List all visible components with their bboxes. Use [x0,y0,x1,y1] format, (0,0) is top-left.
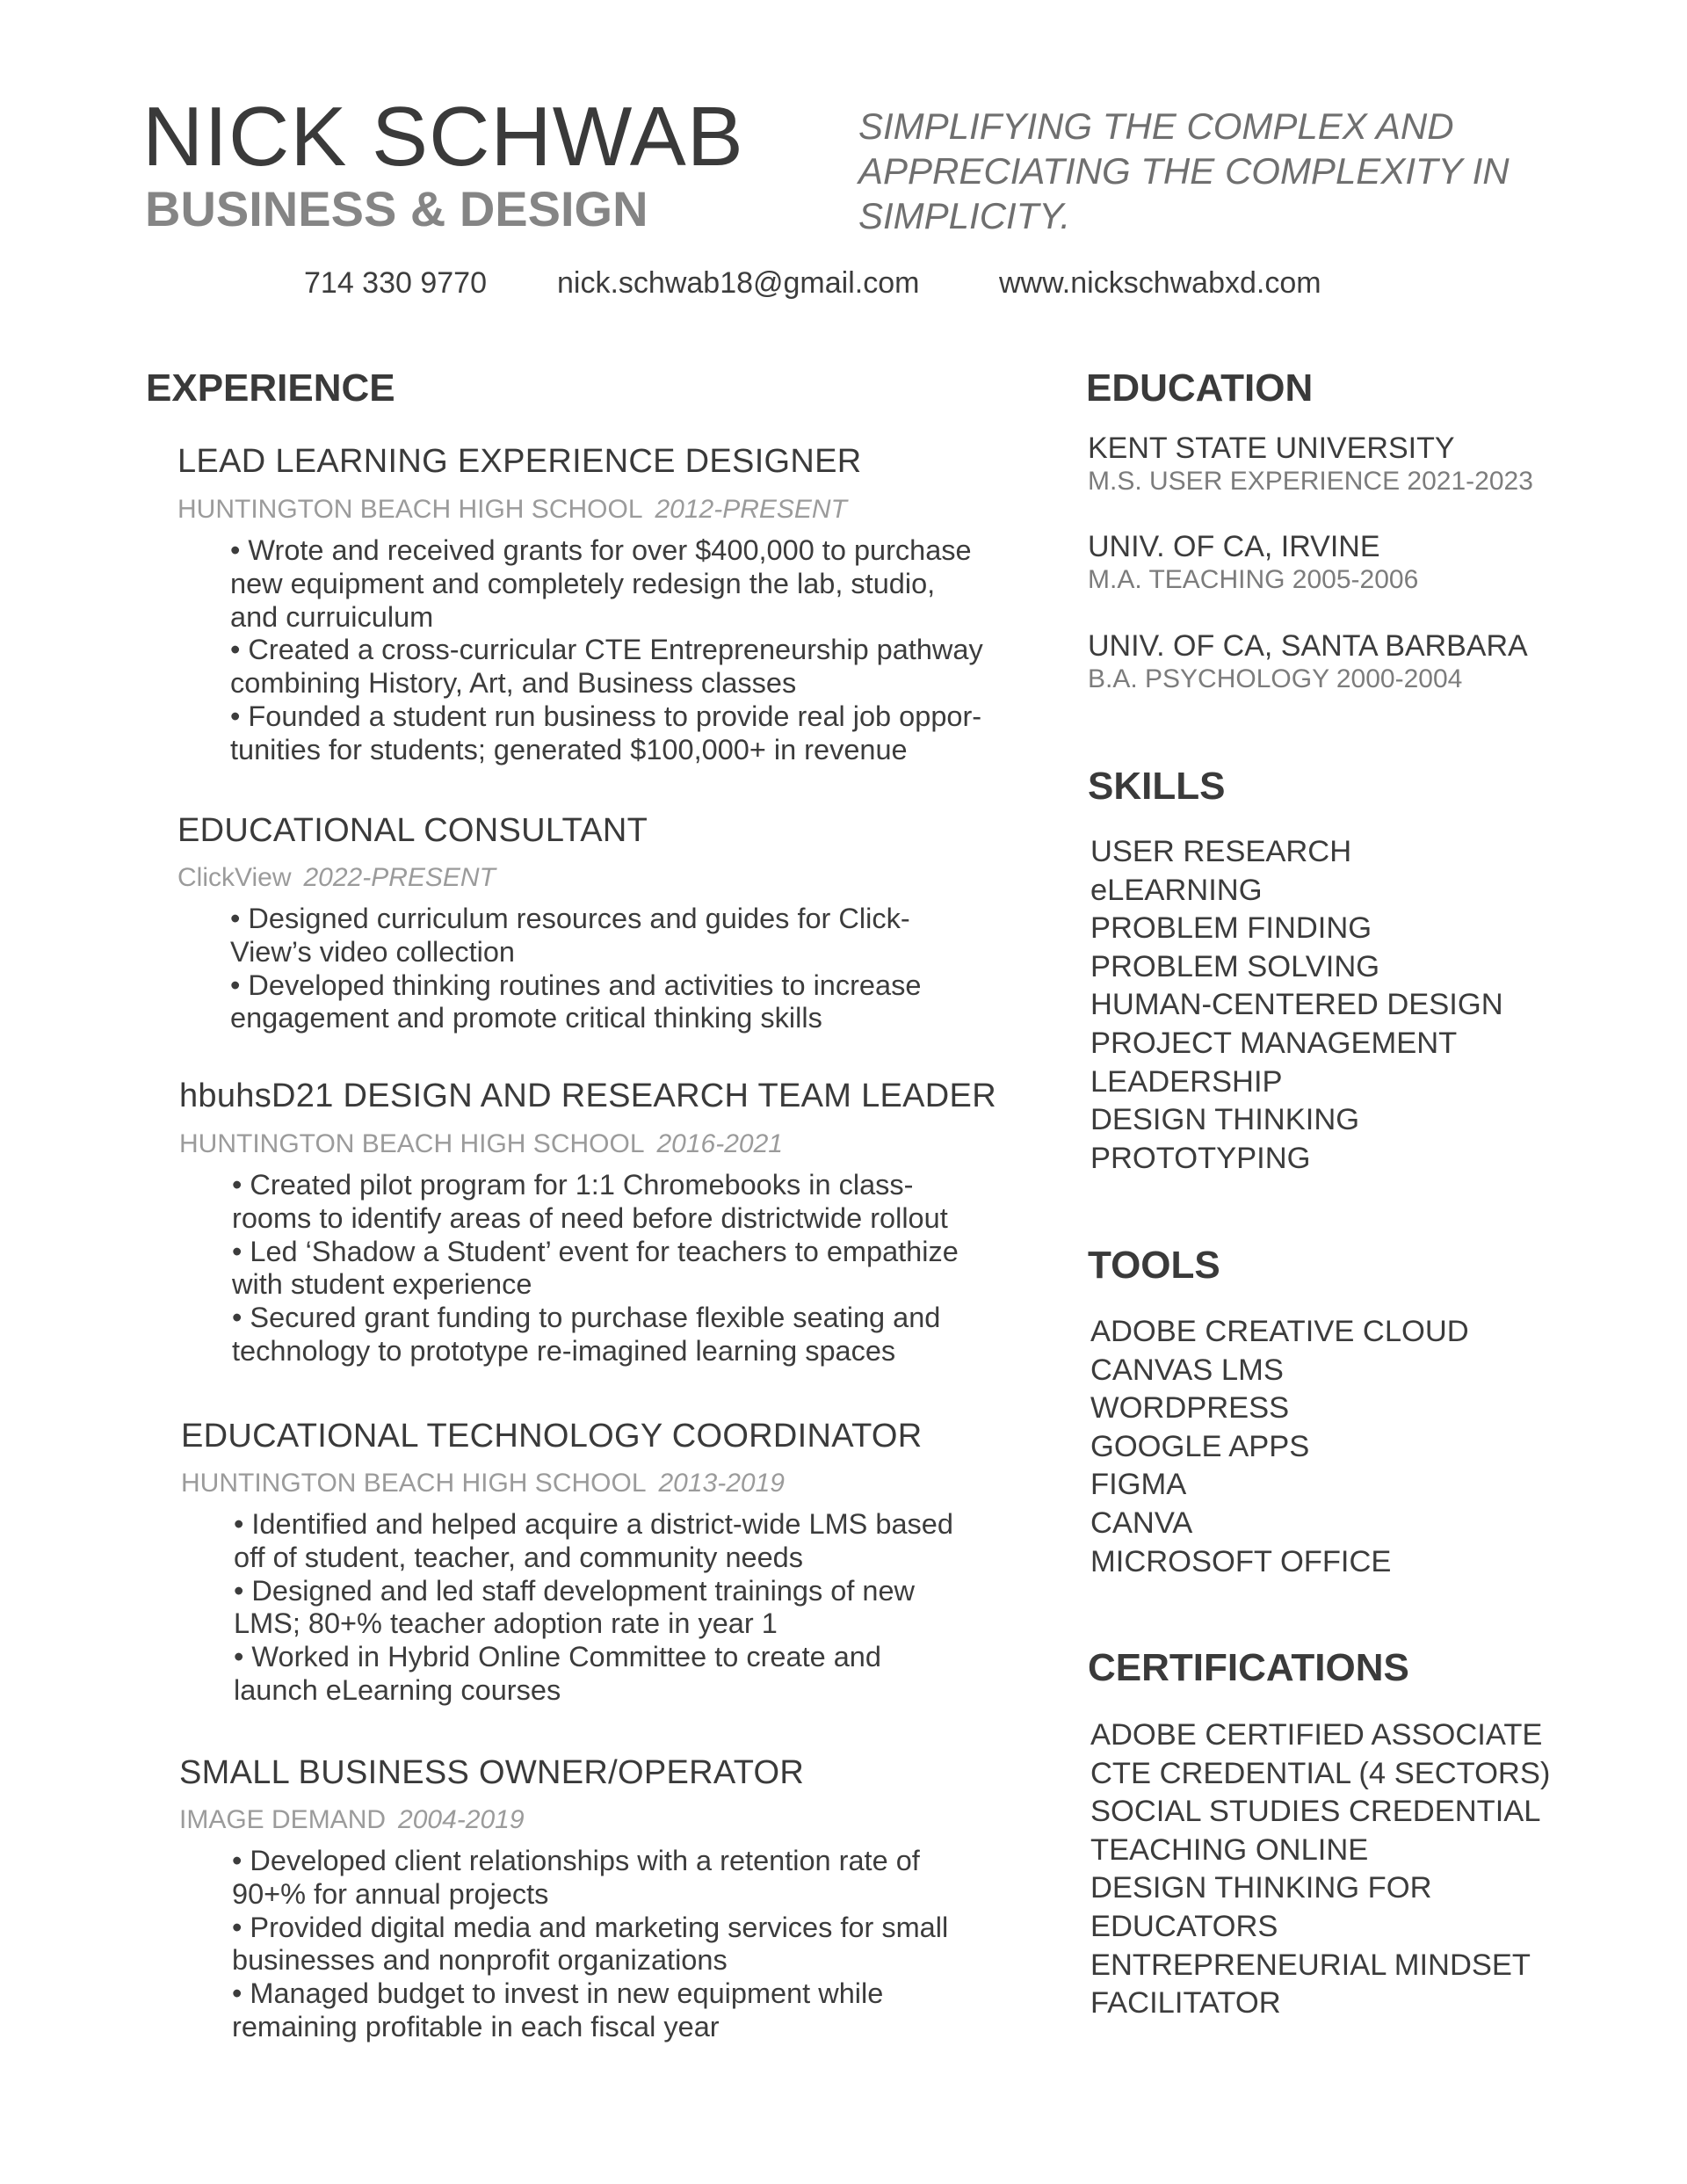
job-description-line: off of student, teacher, and community needs [234,1541,804,1573]
tool-item: FIGMA [1090,1468,1187,1502]
job-description-line: • Secured grant funding to purchase flexible seating and [232,1302,941,1334]
education-degree: M.A. TEACHING 2005-2006 [1088,565,1419,594]
job-description-line: • Developed client relationships with a retention rate of [232,1845,920,1876]
tagline [858,104,1614,238]
job-years: 2004-2019 [398,1805,525,1834]
resume-subtitle: BUSINESS & DESIGN [145,181,648,236]
job-description-line: • Led ‘Shadow a Student’ event for teachers to empathize [232,1235,959,1267]
certification-item: TEACHING ONLINE [1090,1832,1369,1867]
job-org: HUNTINGTON BEACH HIGH SCHOOL [177,495,643,524]
job-description-line: 90+% for annual projects [232,1877,549,1910]
job-org: HUNTINGTON BEACH HIGH SCHOOL [181,1469,647,1498]
job-description-line: remaining profitable in each fiscal year [232,2010,720,2043]
skills-list [1090,833,1503,1178]
tagline-line: APPRECIATING THE COMPLEXITY IN [858,150,1510,192]
experience-heading: EXPERIENCE [146,366,395,410]
job-years: 2016-2021 [656,1129,783,1158]
certification-item: DESIGN THINKING FOR [1090,1871,1432,1905]
job-meta [181,1470,785,1497]
job-meta [177,497,847,523]
job-description-line: • Managed budget to invest in new equipment while [232,1977,884,2010]
certification-item: EDUCATORS [1090,1909,1278,1943]
job-org: ClickView [177,863,292,892]
job-title: SMALL BUSINESS OWNER/OPERATOR [179,1754,805,1791]
job-title: EDUCATIONAL CONSULTANT [177,812,648,849]
job-description-line: combining History, Art, and Business classes [230,667,797,700]
skill-item: PROTOTYPING [1090,1141,1311,1175]
skill-item: PROBLEM FINDING [1090,911,1372,946]
job-title: hbuhsD21 DESIGN AND RESEARCH TEAM LEADER [179,1077,996,1114]
job-years: 2012-PRESENT [655,495,847,524]
certification-item: FACILITATOR [1090,1986,1281,2021]
education-school: UNIV. OF CA, SANTA BARBARA [1088,629,1528,663]
certification-item: ENTREPRENEURIAL MINDSET [1090,1948,1531,1982]
tool-item: ADOBE CREATIVE CLOUD [1090,1315,1469,1348]
job-title: LEAD LEARNING EXPERIENCE DESIGNER [177,443,862,480]
job-years: 2022-PRESENT [303,863,496,892]
job-description [234,1508,1051,1708]
job-meta [179,1807,525,1833]
contact-website: www.nickschwabxd.com [999,266,1321,300]
job-description-line: technology to prototype re-imagined learning spaces [232,1334,896,1367]
skill-item: PROBLEM SOLVING [1090,949,1380,983]
job-description-line: businesses and nonprofit organizations [232,1944,728,1977]
job-description-line: • Designed and led staff development trainings of new [234,1574,916,1607]
job-description-line: engagement and promote critical thinking skills [230,1002,822,1034]
job-description-line: • Created pilot program for 1:1 Chromebooks in class- [232,1169,914,1201]
tools-list [1090,1313,1469,1581]
job-description-line: • Worked in Hybrid Online Committee to create and [234,1641,881,1673]
job-description-line: and curruiculum [230,600,434,633]
job-description-line: new equipment and completely redesign the lab, studio, [230,567,936,599]
job-description [230,903,1047,1035]
job-description [232,1845,1049,2044]
job-description-line: • Provided digital media and marketing services for small [232,1911,949,1943]
job-description-line: with student experience [232,1268,532,1301]
job-description-line: • Designed curriculum resources and guides for Click- [230,903,910,934]
job-description-line: • Developed thinking routines and activities to increase [230,969,922,1001]
job-description-line: • Identified and helped acquire a district-wide LMS based [234,1508,953,1540]
job-description [230,534,1047,767]
tagline-line: SIMPLIFYING THE COMPLEX AND [858,105,1454,147]
certifications-list [1090,1716,1550,2023]
tool-item: MICROSOFT OFFICE [1090,1544,1392,1578]
contact-email: nick.schwab18@gmail.com [557,266,920,300]
job-description-line: LMS; 80+% teacher adoption rate in year 1 [234,1607,778,1640]
certification-item: CTE CREDENTIAL (4 SECTORS) [1090,1756,1551,1790]
certification-item: SOCIAL STUDIES CREDENTIAL [1090,1795,1541,1829]
skill-item: LEADERSHIP [1090,1064,1283,1099]
skills-heading: SKILLS [1088,765,1226,808]
certifications-heading: CERTIFICATIONS [1088,1646,1409,1689]
tool-item: CANVA [1090,1506,1193,1540]
tools-heading: TOOLS [1088,1244,1220,1287]
job-org: HUNTINGTON BEACH HIGH SCHOOL [179,1129,645,1158]
job-description-line: • Wrote and received grants for over $400,000 to purchase [230,534,972,566]
skill-item: DESIGN THINKING [1090,1103,1360,1137]
education-school: UNIV. OF CA, IRVINE [1088,530,1380,563]
tool-item: CANVAS LMS [1090,1353,1284,1387]
skill-item: USER RESEARCH [1090,835,1352,868]
job-description-line: launch eLearning courses [234,1673,561,1706]
job-org: IMAGE DEMAND [179,1805,387,1834]
job-title: EDUCATIONAL TECHNOLOGY COORDINATOR [181,1418,923,1455]
education-degree: M.S. USER EXPERIENCE 2021-2023 [1088,467,1533,496]
job-description-line: tunities for students; generated $100,000+ in revenue [230,733,908,765]
tool-item: WORDPRESS [1090,1391,1290,1426]
job-description-line: View’s video collection [230,935,515,968]
skill-item: HUMAN-CENTERED DESIGN [1090,988,1503,1022]
education-degree: B.A. PSYCHOLOGY 2000-2004 [1088,664,1463,693]
job-description-line: rooms to identify areas of need before districtwide rollout [232,1201,948,1234]
resume-name: NICK SCHWAB [142,90,744,184]
job-description-line: • Created a cross-curricular CTE Entrepreneurship pathway [230,634,983,666]
tagline-line: SIMPLICITY. [858,195,1071,236]
job-meta [179,1131,783,1157]
skill-item: eLEARNING [1090,873,1263,907]
certification-item: ADOBE CERTIFIED ASSOCIATE [1090,1718,1543,1752]
education-heading: EDUCATION [1086,366,1314,410]
contact-phone: 714 330 9770 [304,266,487,300]
job-meta [177,865,496,891]
skill-item: PROJECT MANAGEMENT [1090,1026,1458,1060]
education-school: KENT STATE UNIVERSITY [1088,432,1455,465]
tool-item: GOOGLE APPS [1090,1429,1310,1463]
job-description-line: • Founded a student run business to provide real job oppor- [230,700,982,732]
job-years: 2013-2019 [658,1469,785,1498]
job-description [232,1169,1049,1368]
